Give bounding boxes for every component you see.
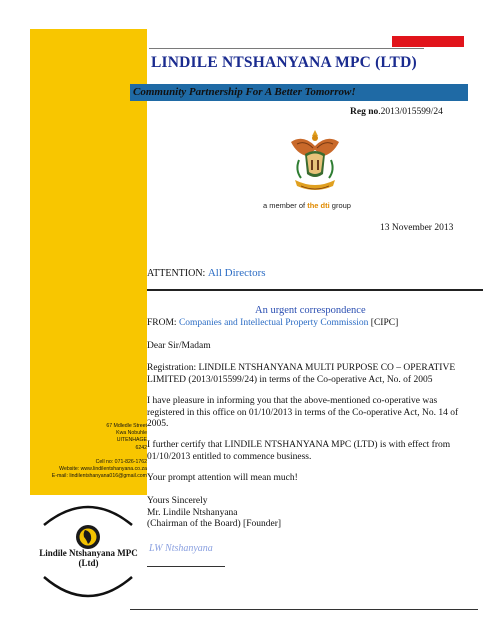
registration-number [350,107,443,117]
from-suffix: [CIPC] [370,318,399,328]
from-line [147,318,398,328]
attention-label: ATTENTION: [147,268,206,279]
accent-red-bar [392,36,464,47]
signature-line [147,566,225,567]
member-prefix: a member of [263,201,306,210]
attention-value: All Directors [207,267,266,279]
tagline: Community Partnership For A Better Tomorrow! [133,86,356,98]
company-name: LINDILE NTSHANYANA MPC (LTD) [151,54,417,71]
certify-paragraph: I further certify that LINDILE NTSHANYANA MPC (LTD) is with effect from 01/10/2013 entitled to commence business. [147,440,451,462]
closing: Yours Sincerely [147,496,208,506]
attention-line [147,267,266,279]
dti-label: the dti [307,201,330,210]
logo-name-line2: (Ltd) [78,558,99,568]
member-of-dti [263,201,351,210]
email-link[interactable]: E-mail: lindilentshanyana016@gmail.com [51,473,147,480]
footer-rule [130,609,478,610]
logo-name-line1: Lindile Ntshanyana MPC [39,548,138,558]
signer-name: Mr. Lindile Ntshanyana [147,507,238,518]
address-line: UITENHAGE [116,437,147,444]
divider [147,289,483,291]
handwritten-signature: LW Ntshanyana [149,543,213,554]
website-link[interactable]: Website: www.lindilentshanyana.co.za [59,466,147,473]
sign-off [147,496,467,531]
letter-date: 13 November 2013 [380,223,454,233]
member-suffix: group [331,201,351,210]
reg-value: .2013/015599/24 [378,107,443,117]
from-value: Companies and Intellectual Property Commission [178,318,369,328]
salutation: Dear Sir/Madam [147,341,211,351]
phone-number: Cell no: 071-826-1762 [95,458,147,465]
address-line: Kwa Nobuhle [116,430,147,437]
top-rule [149,48,424,49]
reg-label: Reg no [350,107,379,117]
address-line: 6242 [135,444,147,451]
signer-title: (Chairman of the Board) [Founder] [147,519,282,530]
urgent-heading: An urgent correspondence [255,305,366,316]
sidebar-contact [30,423,147,480]
pleasure-paragraph: I have pleasure in informing you that the above-mentioned co-operative was registered in this office on 01/10/2013 in terms of the Co-operative Act, No. 14 of 2005. [147,396,459,430]
prompt-paragraph: Your prompt attention will mean much! [147,473,298,483]
logo-wordmark [30,548,147,568]
address-line: 67 Mdledle Street [106,423,147,429]
coat-of-arms-icon [283,124,347,198]
from-label: FROM: [147,318,177,328]
registration-paragraph: Registration: LINDILE NTSHANYANA MULTI PURPOSE CO – OPERATIVE LIMITED (2013/015599/24) in terms of the Co-operative Act, No. of 2005 [147,363,456,385]
